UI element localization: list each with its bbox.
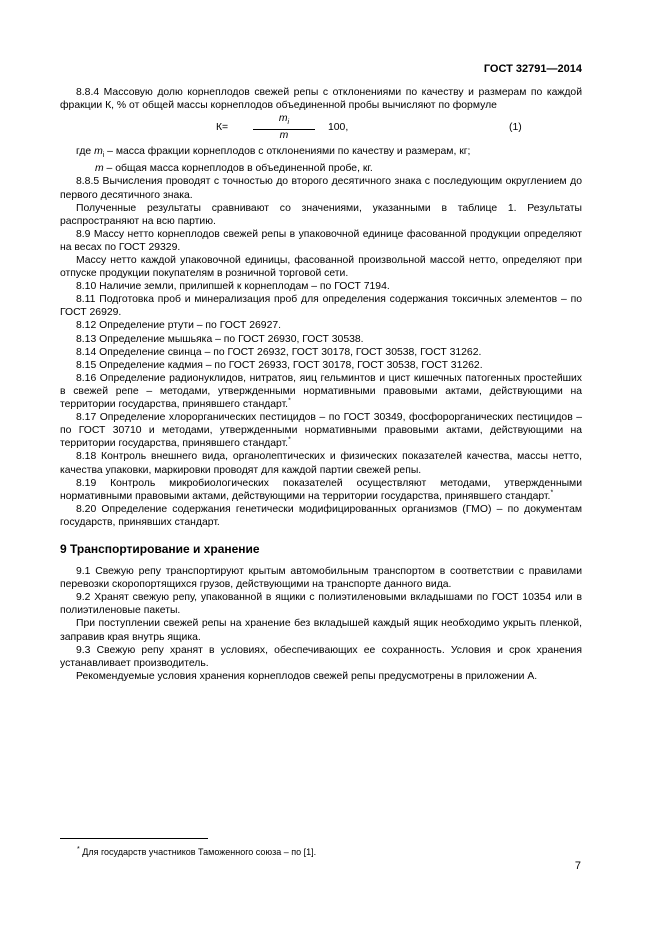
clause-9-3-recommended: Рекомендуемые условия хранения корнеплодов свежей репы предусмотрены в приложении А. (76, 670, 538, 682)
footnote-ref: * (550, 489, 554, 497)
document-body (60, 86, 582, 683)
footnote-ref: * (288, 397, 291, 405)
formula-where-mi: где $m_i$ – масса фракции корнеплодов с отклонениями по качеству и размерам, кг; (76, 146, 471, 160)
formula-where-m: m – общая масса корнеплодов в объединенной пробе, кг. (95, 163, 373, 175)
clause-8-9: 8.9 Массу нетто корнеплодов свежей репы в упаковочной единице фасованной продукции определяют на весах по ГОСТ 29329. (60, 228, 582, 253)
clause-8-14: 8.14 Определение свинца – по ГОСТ 26932, ГОСТ 30178, ГОСТ 30538, ГОСТ 31262. (76, 346, 482, 358)
clause-8-20: 8.20 Определение содержания генетически модифицированных организмов (ГМО) – по документам государств, принявших стандарт. (60, 503, 582, 528)
clause-9-1: 9.1 Свежую репу транспортируют крытым автомобильным транспортом в соответствии с правилами перевозки скоропортящихся грузов, действующими на транспорте данного вида. (60, 566, 582, 591)
clause-8-8-4: 8.8.4 Массовую долю корнеплодов свежей репы с отклонениями по качеству и размерам по каждой фракции К, % от общей массы корнеплодов объединенной пробы вычисляют по формуле (60, 87, 582, 112)
clause-8-11: 8.11 Подготовка проб и минерализация проб для определения содержания токсичных элементов – по ГОСТ 26929. (60, 294, 582, 319)
formula-1 (60, 114, 582, 142)
formula-numerator: $m_i$ (278, 113, 290, 127)
clause-8-15: 8.15 Определение кадмия – по ГОСТ 26933, ГОСТ 30178, ГОСТ 30538, ГОСТ 31262. (76, 359, 483, 371)
clause-9-2: 9.2 Хранят свежую репу, упакованной в ящики с полиэтиленовыми вкладышами по ГОСТ 10354 или в полиэтиленовые пакеты. (60, 592, 582, 617)
clause-8-12: 8.12 Определение ртути – по ГОСТ 26927. (76, 320, 282, 332)
footnote-separator (60, 838, 208, 839)
formula-lhs: К= (216, 122, 229, 134)
clause-8-10: 8.10 Наличие земли, прилипшей к корнеплодам – по ГОСТ 7194. (76, 281, 390, 293)
footnote: * Для государств участников Таможенного союза – по [1]. (77, 846, 317, 857)
page-number: 7 (574, 860, 581, 872)
clause-8-16: 8.16 Определение радионуклидов, нитратов, яиц гельминтов и цист кишечных патогенных простейших в свежей репе – методами, утвержденными нормативными правовыми актами, действующими на территории государства, принявшего стандарт.* (60, 372, 582, 411)
clause-8-13: 8.13 Определение мышьяка – по ГОСТ 26930, ГОСТ 30538. (76, 333, 364, 345)
formula-number: (1) (509, 122, 522, 134)
results-paragraph: Полученные результаты сравнивают со значениями, указанными в таблице 1. Результаты распространяют на всю партию. (60, 202, 582, 227)
clause-8-8-5: 8.8.5 Вычисления проводят с точностью до второго десятичного знака с последующим округлением до первого десятичного знака. (60, 176, 582, 201)
footnote-ref: * (288, 436, 291, 444)
formula-multiplier: 100, (328, 122, 349, 134)
formula-denominator: m (279, 130, 289, 142)
clause-9-2-film: При поступлении свежей репы на хранение без вкладышей каждый ящик необходимо укрыть пленкой, заправив края внутрь ящика. (60, 618, 582, 643)
clause-8-17: 8.17 Определение хлорорганических пестицидов – по ГОСТ 30349, фосфорорганических пестицидов – по ГОСТ 30710 и методами, утвержденными нормативными правовыми актами, действующими на территории государства, принявшего стандарт.* (60, 412, 582, 450)
standard-header: ГОСТ 32791—2014 (483, 63, 582, 75)
clause-8-18: 8.18 Контроль внешнего вида, органолептических и физических показателей качества, массы нетто, качества упаковки, маркировки проводят для каждой партии свежей репы. (60, 451, 582, 476)
section-9-heading: 9 Транспортирование и хранение (60, 541, 260, 556)
formula-fraction (249, 113, 319, 142)
clause-8-19: 8.19 Контроль микробиологических показателей осуществляют методами, утвержденными нормативными правовыми актами, действующими на территории государства, принявшего стандарт.* (60, 477, 582, 502)
clause-9-3: 9.3 Свежую репу хранят в условиях, обеспечивающих ее сохранность. Условия и срок хранения устанавливает производитель. (60, 644, 582, 669)
clause-8-9-net-mass: Массу нетто каждой упаковочной единицы, фасованной произвольной массой нетто, определяют при отпуске продукции покупателям в розничной торговой сети. (60, 255, 582, 280)
